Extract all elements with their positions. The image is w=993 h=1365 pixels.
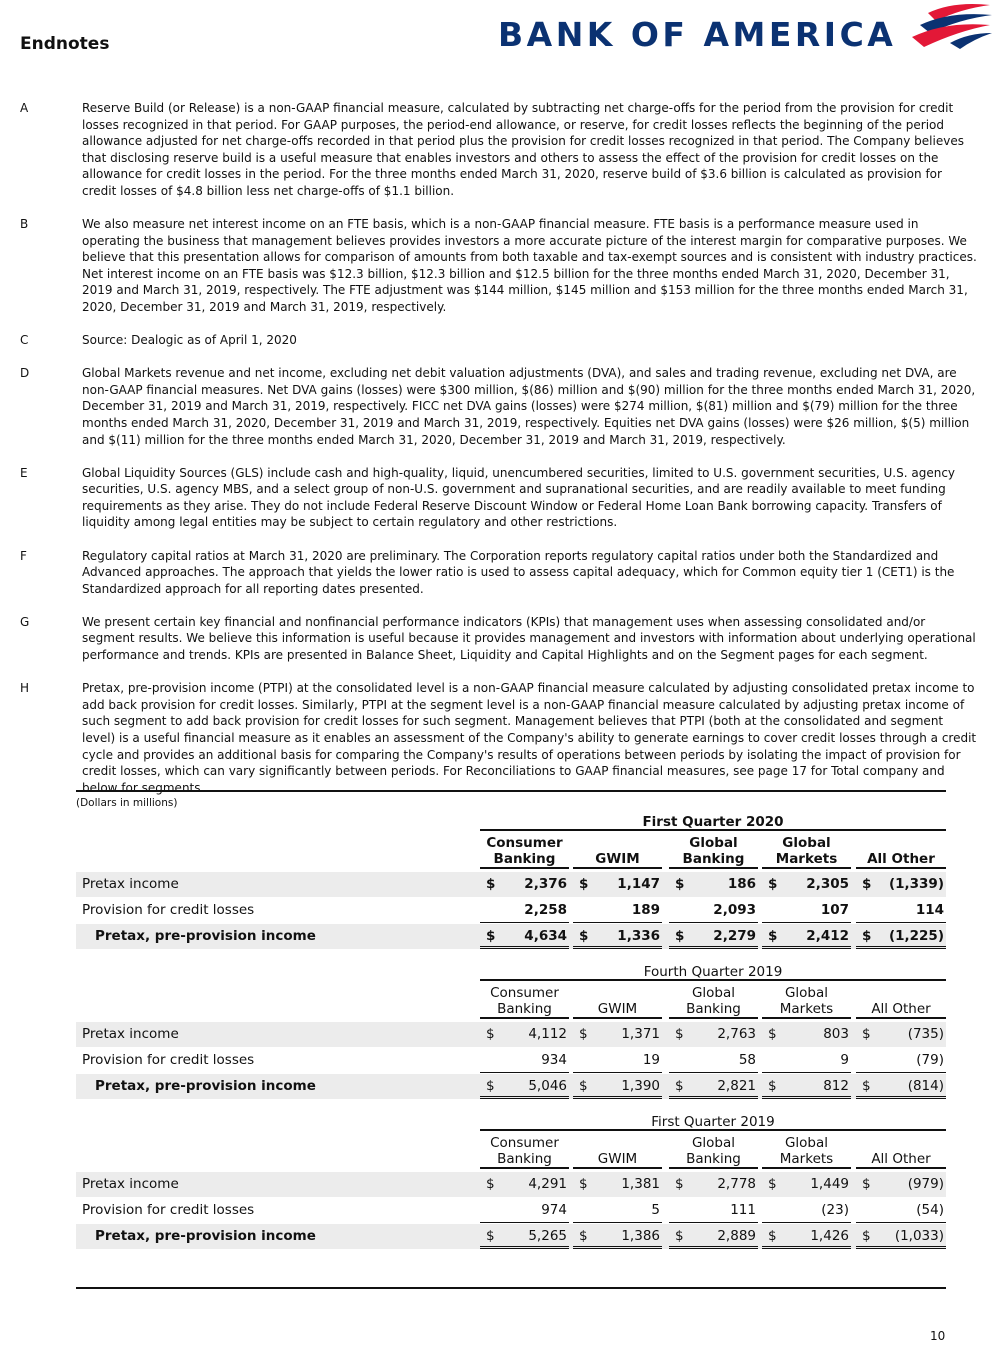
- table-bottom-rule: [76, 1287, 946, 1289]
- cell-value: (814): [907, 1078, 944, 1094]
- table-cell: [480, 1198, 569, 1223]
- endnote-text: Global Markets revenue and net income, excluding net debit valuation adjustments (DVA), and sales and trading revenue, excluding net DVA, are non-GAAP financial measures. Net DVA gains (losses) were $300 million, $(86) million and $(90) million for the three months ended March 31, 2020, December 31, 2019 and March 31, 2019, respectively. FICC net DVA gains (losses) were $274 million, $(81) million and $(79) million for the three months ended March 31, 2020, December 31, 2019 and March 31, 2019, respectively. Equities net DVA gains (losses) were $26 million, $(5) million and $(11) million for the three months ended March 31, 2020, December 31, 2019 and March 31, 2019, respectively.: [82, 366, 976, 447]
- endnote-text: Source: Dealogic as of April 1, 2020: [82, 333, 297, 348]
- cell-value: 58: [738, 1052, 756, 1068]
- table-row: [76, 1048, 946, 1073]
- table-cell: [669, 1022, 758, 1047]
- endnote-h: [20, 680, 980, 796]
- endnote-letter: B: [20, 217, 29, 232]
- dollar-sign: $: [486, 876, 496, 892]
- table-cell: [573, 872, 662, 897]
- cell-value: 812: [823, 1078, 849, 1094]
- cell-value: 5,265: [528, 1228, 567, 1244]
- table-cell: [856, 1074, 946, 1099]
- row-label: Pretax income: [82, 1026, 179, 1042]
- row-label: Provision for credit losses: [82, 1052, 255, 1068]
- column-header: GWIM: [573, 835, 662, 869]
- table-cell: [762, 898, 851, 923]
- cell-value: 2,376: [524, 876, 567, 892]
- table-cell: [856, 1224, 946, 1249]
- dollar-sign: $: [486, 1228, 495, 1244]
- column-header: Consumer Banking: [480, 985, 569, 1019]
- endnote-letter: C: [20, 333, 29, 348]
- dollar-sign: $: [486, 1176, 495, 1192]
- units-note: (Dollars in millions): [76, 797, 178, 809]
- cell-value: 114: [915, 902, 944, 918]
- endnote-text: We present certain key financial and nonfinancial performance indicators (KPIs) that management uses when assessing consolidated and/or segment results. We believe this information is useful because it provides management and investors with information about underlying operational performance and trends. KPIs are presented in Balance Sheet, Liquidity and Capital Highlights and on the Segment pages for each segment.: [82, 614, 976, 663]
- bank-of-america-logo: [498, 3, 993, 53]
- endnote-text: Reserve Build (or Release) is a non-GAAP financial measure, calculated by subtracting net charge-offs for the period from the provision for credit losses recognized in that period. For GAAP purposes, the period-end allowance, or reserve, for credit losses reflects the beginning of the period allowance adjusted for net charge-offs recorded in that period plus the provision for credit losses recognized in that period. The Company believes that disclosing reserve build is a useful measure that enables investors and others to assess the effect of the provision for credit losses on the allowance for credit losses in the period. For the three months ended March 31, 2020, reserve build of $3.6 billion is calculated as provision for credit losses of $4.8 billion less net charge-offs of $1.1 billion.: [82, 101, 964, 198]
- table-cell: [762, 1198, 851, 1223]
- dollar-sign: $: [768, 1176, 777, 1192]
- ptpi-reconciliation-table: [76, 790, 946, 1244]
- cell-value: 803: [823, 1026, 849, 1042]
- dollar-sign: $: [579, 928, 589, 944]
- table-cell: [856, 1022, 946, 1047]
- column-header: Global Banking: [669, 985, 758, 1019]
- endnote-text: Global Liquidity Sources (GLS) include cash and high-quality, liquid, unencumbered securities, limited to U.S. government securities, U.S. agency securities, U.S. agency MBS, and a select group of non-U.S. government and supranational securities, and are readily available to meet funding requirements as they arise. They do not include Federal Reserve Discount Window or Federal Home Loan Bank borrowing capacity. Transfers of liquidity among legal entities may be subject to certain regulatory and other restrictions.: [82, 465, 956, 530]
- cell-value: 5: [651, 1202, 660, 1218]
- table-top-rule: [76, 790, 946, 792]
- cell-value: (23): [821, 1202, 849, 1218]
- dollar-sign: $: [862, 1026, 871, 1042]
- endnote-text: Pretax, pre-provision income (PTPI) at the consolidated level is a non-GAAP financial measure calculated by adjusting consolidated pretax income to add back provision for credit losses. Similarly, PTPI at the segment level is a non-GAAP financial measure calculated by adjusting pretax income of such segment to add back provision for credit losses for such segment. Management believes that PTPI (both at the consolidated and segment level) is a useful financial measure as it enables an assessment of the Company's ability to generate earnings to cover credit losses through a credit cycle and provides an additional basis for comparing the Company's results of operations between periods by isolating the impact of provision for credit losses, which can vary significantly between periods. For Reconciliations to GAAP financial measures, see page 17 for Total company and below for segments.: [82, 681, 977, 795]
- table-cell: [669, 1048, 758, 1073]
- cell-value: 4,112: [528, 1026, 567, 1042]
- table-row: [76, 1224, 946, 1249]
- table-row: [76, 1074, 946, 1099]
- cell-value: (1,339): [888, 876, 944, 892]
- cell-value: 5,046: [528, 1078, 567, 1094]
- column-header: GWIM: [573, 985, 662, 1019]
- table-cell: [573, 1172, 662, 1197]
- row-label: Pretax, pre-provision income: [95, 1228, 316, 1244]
- page-title: Endnotes: [20, 34, 110, 54]
- table-cell: [669, 1074, 758, 1099]
- cell-value: 1,390: [621, 1078, 660, 1094]
- table-cell: [762, 1048, 851, 1073]
- table-cell: [669, 1198, 758, 1223]
- cell-value: (735): [907, 1026, 944, 1042]
- table-cell: [669, 924, 758, 949]
- cell-value: 19: [642, 1052, 660, 1068]
- dollar-sign: $: [675, 928, 685, 944]
- table-cell: [480, 1172, 569, 1197]
- table-cell: [573, 898, 662, 923]
- dollar-sign: $: [862, 928, 872, 944]
- endnote-a: [20, 100, 980, 200]
- table-cell: [480, 1048, 569, 1073]
- row-label: Pretax, pre-provision income: [95, 928, 316, 944]
- cell-value: 2,093: [713, 902, 756, 918]
- table-cell: [480, 872, 569, 897]
- table-cell: [856, 924, 946, 949]
- cell-value: 974: [541, 1202, 567, 1218]
- quarter-title: First Quarter 2020: [480, 814, 946, 831]
- dollar-sign: $: [768, 876, 778, 892]
- dollar-sign: $: [862, 1228, 871, 1244]
- cell-value: 9: [840, 1052, 849, 1068]
- dollar-sign: $: [768, 1228, 777, 1244]
- endnote-c: [20, 332, 980, 349]
- table-cell: [856, 898, 946, 923]
- column-header: Global Markets: [762, 1135, 851, 1169]
- dollar-sign: $: [675, 1026, 684, 1042]
- quarter-block: [76, 1114, 946, 1254]
- column-header: All Other: [856, 1135, 946, 1169]
- dollar-sign: $: [579, 1228, 588, 1244]
- row-label: Provision for credit losses: [82, 1202, 255, 1218]
- column-header: GWIM: [573, 1135, 662, 1169]
- column-header: Global Markets: [762, 985, 851, 1019]
- cell-value: (54): [916, 1202, 944, 1218]
- column-header: Global Banking: [669, 835, 758, 869]
- row-label: Pretax income: [82, 1176, 179, 1192]
- dollar-sign: $: [579, 876, 589, 892]
- table-cell: [762, 1224, 851, 1249]
- table-cell: [480, 924, 569, 949]
- table-cell: [762, 1022, 851, 1047]
- endnote-b: [20, 216, 980, 316]
- dollar-sign: $: [675, 1228, 684, 1244]
- dollar-sign: $: [675, 1078, 684, 1094]
- table-cell: [573, 1048, 662, 1073]
- endnote-f: [20, 548, 980, 598]
- cell-value: 4,291: [528, 1176, 567, 1192]
- endnote-e: [20, 465, 980, 531]
- column-header: All Other: [856, 985, 946, 1019]
- column-header: Global Markets: [762, 835, 851, 869]
- quarter-block: [76, 964, 946, 1104]
- table-cell: [669, 1224, 758, 1249]
- dollar-sign: $: [768, 1026, 777, 1042]
- cell-value: 1,371: [621, 1026, 660, 1042]
- cell-value: 1,336: [617, 928, 660, 944]
- cell-value: (1,225): [888, 928, 944, 944]
- table-cell: [480, 1022, 569, 1047]
- quarter-title: First Quarter 2019: [480, 1114, 946, 1131]
- column-header: All Other: [856, 835, 946, 869]
- dollar-sign: $: [862, 876, 872, 892]
- cell-value: (79): [916, 1052, 944, 1068]
- dollar-sign: $: [486, 928, 496, 944]
- column-header: Global Banking: [669, 1135, 758, 1169]
- page-number: 10: [930, 1329, 946, 1343]
- logo-text: BANK OF AMERICA: [498, 15, 897, 54]
- table-cell: [856, 1172, 946, 1197]
- table-cell: [480, 1224, 569, 1249]
- endnote-g: [20, 614, 980, 664]
- table-cell: [573, 1074, 662, 1099]
- cell-value: 1,449: [810, 1176, 849, 1192]
- cell-value: 107: [820, 902, 849, 918]
- row-label: Pretax income: [82, 876, 179, 892]
- table-cell: [573, 1198, 662, 1223]
- cell-value: 2,305: [806, 876, 849, 892]
- table-cell: [669, 872, 758, 897]
- dollar-sign: $: [579, 1026, 588, 1042]
- cell-value: 2,412: [806, 928, 849, 944]
- table-row: [76, 924, 946, 949]
- endnote-text: Regulatory capital ratios at March 31, 2020 are preliminary. The Corporation reports regulatory capital ratios under both the Standardized and Advanced approaches. The approach that yields the lower ratio is used to assess capital adequacy, which for Common equity tier 1 (CET1) is the Standardized approach for all reporting dates presented.: [82, 548, 955, 596]
- endnote-letter: D: [20, 366, 30, 381]
- endnote-letter: G: [20, 614, 30, 629]
- table-row: [76, 1172, 946, 1197]
- cell-value: 4,634: [524, 928, 567, 944]
- dollar-sign: $: [579, 1078, 588, 1094]
- table-cell: [573, 1224, 662, 1249]
- dollar-sign: $: [862, 1078, 871, 1094]
- cell-value: 2,763: [717, 1026, 756, 1042]
- table-cell: [669, 898, 758, 923]
- cell-value: 1,381: [621, 1176, 660, 1192]
- dollar-sign: $: [768, 1078, 777, 1094]
- cell-value: 186: [727, 876, 756, 892]
- cell-value: 1,147: [617, 876, 660, 892]
- table-cell: [856, 872, 946, 897]
- table-cell: [762, 924, 851, 949]
- quarter-block: [76, 814, 946, 954]
- cell-value: 934: [541, 1052, 567, 1068]
- table-cell: [480, 898, 569, 923]
- endnote-letter: A: [20, 101, 29, 115]
- row-label: Provision for credit losses: [82, 902, 255, 918]
- cell-value: (979): [907, 1176, 944, 1192]
- cell-value: 189: [631, 902, 660, 918]
- table-cell: [573, 924, 662, 949]
- dollar-sign: $: [579, 1176, 588, 1192]
- cell-value: 2,258: [524, 902, 567, 918]
- endnote-letter: H: [20, 681, 30, 696]
- dollar-sign: $: [486, 1026, 495, 1042]
- table-row: [76, 898, 946, 923]
- endnote-d: [20, 365, 980, 448]
- flag-icon: [898, 3, 993, 51]
- cell-value: 1,426: [810, 1228, 849, 1244]
- dollar-sign: $: [486, 1078, 495, 1094]
- dollar-sign: $: [862, 1176, 871, 1192]
- table-cell: [480, 1074, 569, 1099]
- column-header: Consumer Banking: [480, 1135, 569, 1169]
- table-cell: [762, 1074, 851, 1099]
- table-row: [76, 872, 946, 897]
- cell-value: 1,386: [621, 1228, 660, 1244]
- row-label: Pretax, pre-provision income: [95, 1078, 316, 1094]
- table-cell: [573, 1022, 662, 1047]
- dollar-sign: $: [675, 876, 685, 892]
- dollar-sign: $: [768, 928, 778, 944]
- table-row: [76, 1022, 946, 1047]
- dollar-sign: $: [675, 1176, 684, 1192]
- cell-value: 111: [730, 1202, 756, 1218]
- table-row: [76, 1198, 946, 1223]
- quarter-title: Fourth Quarter 2019: [480, 964, 946, 981]
- table-cell: [856, 1048, 946, 1073]
- endnotes-list: [20, 100, 980, 813]
- cell-value: 2,821: [717, 1078, 756, 1094]
- table-cell: [762, 872, 851, 897]
- table-cell: [762, 1172, 851, 1197]
- endnote-letter: E: [20, 465, 28, 480]
- cell-value: 2,778: [717, 1176, 756, 1192]
- cell-value: (1,033): [894, 1228, 944, 1244]
- cell-value: 2,279: [713, 928, 756, 944]
- table-cell: [669, 1172, 758, 1197]
- endnote-letter: F: [20, 548, 27, 563]
- table-cell: [856, 1198, 946, 1223]
- cell-value: 2,889: [717, 1228, 756, 1244]
- endnote-text: We also measure net interest income on an FTE basis, which is a non-GAAP financial measure. FTE basis is a performance measure used in operating the business that management believes provides investors a more accurate picture of the interest margin for comparative purposes. We believe that this presentation allows for comparison of amounts from both taxable and tax-exempt sources and is consistent with industry practices. Net interest income on an FTE basis was $12.3 billion, $12.3 billion and $12.5 billion for the three months ended March 31, 2020, December 31, 2019 and March 31, 2019, respectively. The FTE adjustment was $144 million, $145 million and $153 million for the three months ended March 31, 2020, December 31, 2019 and March 31, 2019, respectively.: [82, 217, 977, 315]
- column-header: Consumer Banking: [480, 835, 569, 869]
